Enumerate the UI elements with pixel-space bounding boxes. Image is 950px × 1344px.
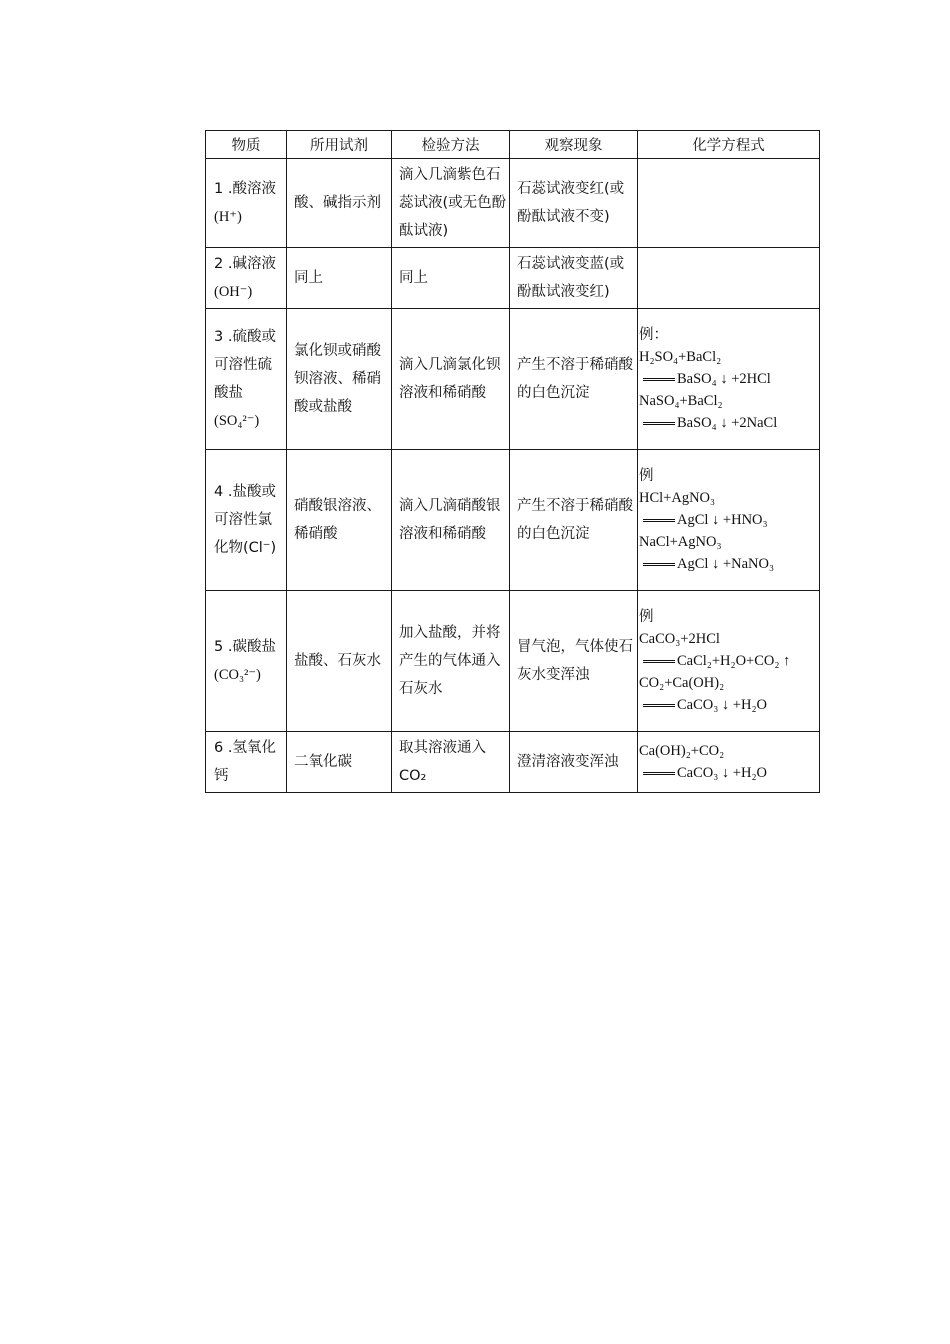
equation-reactants: CO₂+Ca(OH)₂ [639,675,725,691]
substance-ion: (CO₃²⁻) [214,667,261,683]
table-row [206,159,820,248]
equation-example-label: 例： [639,327,668,343]
substance-cell [206,591,287,732]
table-row [206,450,820,591]
header-reagent: 所用试剂 [287,131,392,159]
equation-cell [638,450,820,591]
method-cell: 滴入几滴氯化钡溶液和稀硝酸 [392,309,510,450]
equation-products: CaCl₂+H₂O+CO₂ ↑ [677,653,791,669]
equation-products-line [639,412,818,434]
method-cell: 滴入几滴紫色石蕊试液(或无色酚酞试液) [392,159,510,248]
substance-cell [206,450,287,591]
equation-reactants: Ca(OH)₂+CO₂ [639,743,725,759]
observation-cell: 产生不溶于稀硝酸的白色沉淀 [510,450,638,591]
substance-name: 1 .酸溶液 [214,181,276,197]
equation-products: AgCl ↓ +HNO₃ [677,512,768,528]
substance-ion: (H⁺) [214,209,242,225]
reagent-cell: 盐酸、石灰水 [287,591,392,732]
equals-bar-icon [643,704,675,707]
equation-reactants: NaCl+AgNO₃ [639,534,722,550]
equals-bar-icon [643,772,675,775]
equation-products: AgCl ↓ +NaNO₃ [677,556,775,572]
equation-products-line [639,762,818,784]
observation-cell: 石蕊试液变红(或酚酞试液不变) [510,159,638,248]
equation-example-label: 例 [639,468,654,484]
equals-bar-icon [643,422,675,425]
substance-ion: (SO₄²⁻) [214,413,260,429]
header-equation: 化学方程式 [638,131,820,159]
equation-products: BaSO₄ ↓ +2HCl [677,371,771,387]
substance-name: 6 .氢氧化钙 [214,740,276,784]
equation-cell [638,732,820,793]
table-row [206,248,820,309]
substance-ion: (OH⁻) [214,284,253,300]
equation-cell [638,248,820,309]
substance-cell [206,159,287,248]
equation-products: CaCO₃ ↓ +H₂O [677,765,767,781]
equation-reactants: HCl+AgNO₃ [639,490,716,506]
equation-products-line [639,694,818,716]
substance-cell [206,309,287,450]
equation-example-label: 例 [639,609,654,625]
table-row [206,309,820,450]
table-row [206,732,820,793]
reagent-cell: 酸、碱指示剂 [287,159,392,248]
header-observation: 观察现象 [510,131,638,159]
method-cell: 加入盐酸，并将产生的气体通入石灰水 [392,591,510,732]
substance-cell [206,248,287,309]
equation-cell [638,159,820,248]
substance-name: 5 .碳酸盐 [214,639,276,655]
observation-cell: 石蕊试液变蓝(或酚酞试液变红) [510,248,638,309]
equation-products-line [639,650,818,672]
header-substance: 物质 [206,131,287,159]
equals-bar-icon [643,519,675,522]
equation-reactants: H₂SO₄+BaCl₂ [639,349,722,365]
equation-cell [638,309,820,450]
equals-bar-icon [643,660,675,663]
substance-name: 2 .碱溶液 [214,256,276,272]
substance-cell [206,732,287,793]
equation-products: BaSO₄ ↓ +2NaCl [677,415,778,431]
reagent-cell: 同上 [287,248,392,309]
equation-products: CaCO₃ ↓ +H₂O [677,697,767,713]
observation-cell: 冒气泡，气体使石灰水变浑浊 [510,591,638,732]
method-cell: 取其溶液通入CO₂ [392,732,510,793]
equation-products-line [639,368,818,390]
observation-cell: 澄清溶液变浑浊 [510,732,638,793]
header-method: 检验方法 [392,131,510,159]
reagent-cell: 氯化钡或硝酸钡溶液、稀硝酸或盐酸 [287,309,392,450]
table-row [206,591,820,732]
method-cell: 滴入几滴硝酸银溶液和稀硝酸 [392,450,510,591]
substance-name: 4 .盐酸或可溶性氯化物(Cl⁻) [214,484,277,556]
equals-bar-icon [643,563,675,566]
observation-cell: 产生不溶于稀硝酸的白色沉淀 [510,309,638,450]
reagent-cell: 硝酸银溶液、稀硝酸 [287,450,392,591]
equation-reactants: CaCO₃+2HCl [639,631,720,647]
reagent-cell: 二氧化碳 [287,732,392,793]
substance-name: 3 .硫酸或可溶性硫酸盐 [214,329,276,401]
equation-products-line [639,509,818,531]
equation-products-line [639,553,818,575]
equals-bar-icon [643,378,675,381]
reagent-test-table [205,130,820,793]
header-row [206,131,820,159]
method-cell: 同上 [392,248,510,309]
equation-reactants: NaSO₄+BaCl₂ [639,393,723,409]
equation-cell [638,591,820,732]
